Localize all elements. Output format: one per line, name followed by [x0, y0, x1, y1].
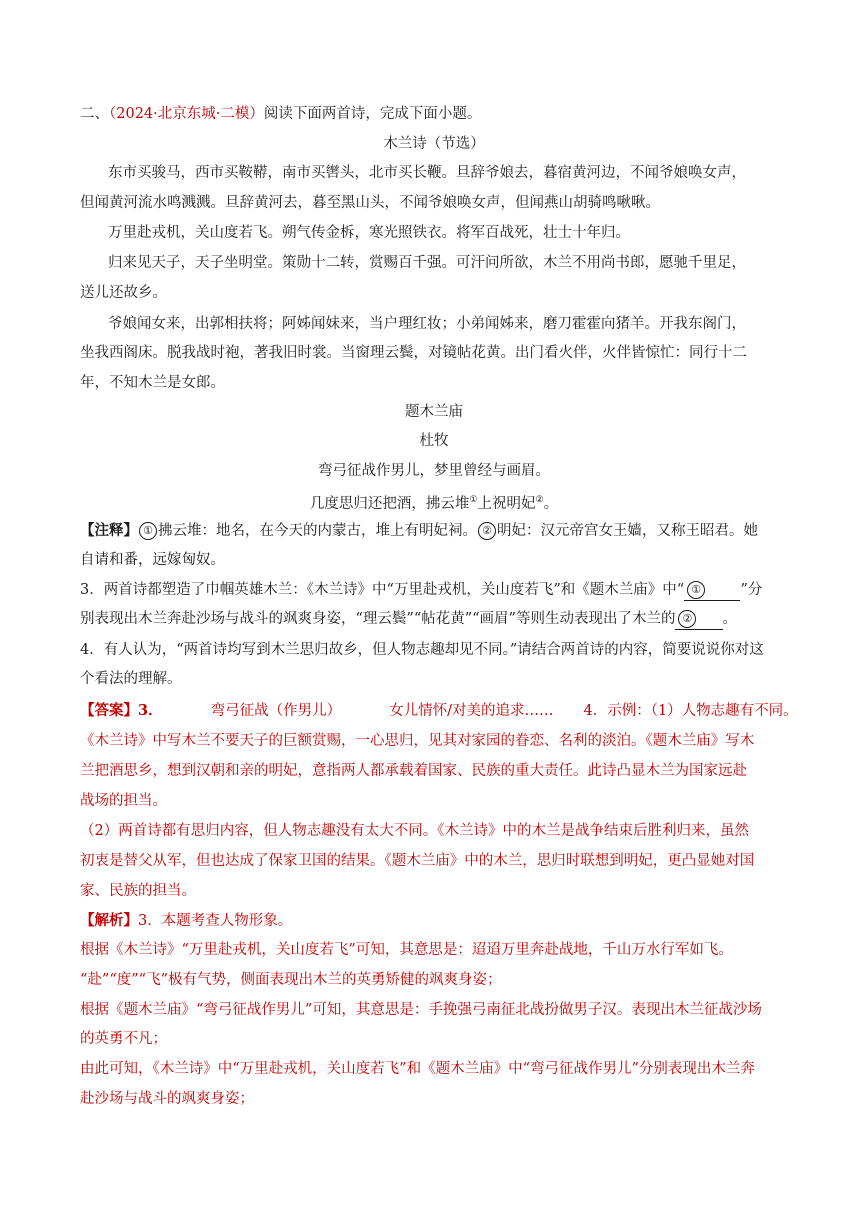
answer-number: 3．: [138, 702, 163, 719]
poem2-title: 题木兰庙: [405, 404, 463, 420]
answer-blank: [684, 580, 740, 601]
poem1-title: 木兰诗（节选）: [383, 136, 485, 152]
analysis-text: 3．本题考查人物形象。: [138, 913, 293, 929]
poem2-line2: [0, 490, 868, 514]
answer-line: 《木兰诗》中写木兰不要天子的巨额赏赐，一心思归，见其对家园的眷恋、名利的淡泊。《题木兰庙》写木: [80, 733, 755, 749]
poem2-line2-part: 上祝明妃: [477, 495, 536, 512]
analysis-line: 根据《木兰诗》“万里赴戎机，关山度若飞”可知，其意思是：迢迢万里奔赴战地，千山万水行军如飞。: [80, 942, 733, 958]
poem2-line1: 弯弓征战作男儿，梦里曾经与画眉。: [318, 463, 550, 479]
section-source: （2024·北京东城·二模）: [109, 106, 264, 122]
circled-number: ①: [139, 522, 157, 540]
analysis-line: 赴沙场与战斗的飒爽身姿；: [80, 1091, 254, 1107]
footnote-ref: ②: [535, 495, 544, 505]
poem2-line2-part: 几度思归还把酒，拂云堆: [309, 495, 470, 512]
answer-label: 【答案】: [80, 702, 138, 719]
q3-text: ”分: [740, 582, 763, 598]
poem1-line: 东市买骏马，西市买鞍鞯，南市买辔头，北市买长鞭。旦辞爷娘去，暮宿黄河边，不闻爷娘唤女声，: [108, 165, 746, 181]
q3-text: 别表现出木兰奔赴沙场与战斗的飒爽身姿，“理云鬓”“帖花黄”“画眉”等则生动表现出了木兰的: [80, 611, 676, 627]
poem1-line: 爷娘闻女来，出郭相扶将；阿姊闻妹来，当户理红妆；小弟闻姊来，磨刀霍霍向猪羊。开我东阁门，: [108, 316, 746, 332]
circled-number: ①: [687, 581, 705, 599]
answer-item: 弯弓征战（作男儿）: [210, 703, 342, 719]
section-heading: [80, 104, 481, 124]
footnote-ref: ①: [469, 495, 478, 505]
analysis-line: 由此可知，《木兰诗》中“万里赴戎机，关山度若飞”和《题木兰庙》中“弯弓征战作男儿”分别表现出木兰奔: [80, 1061, 755, 1077]
answer-line: 家、民族的担当。: [80, 883, 196, 899]
question-4-cont: 个看法的理解。: [80, 671, 182, 687]
question-4: 4．有人认为，“两首诗均写到木兰思归故乡，但人物志趣却见不同。”请结合两首诗的内容，简要说说你对这: [80, 642, 764, 658]
poem1-line: 年，不知木兰是女郎。: [80, 375, 225, 391]
question-3-cont: [80, 609, 737, 630]
analysis-line: 根据《题木兰庙》“弯弓征战作男儿”可知，其意思是：手挽强弓南征北战扮做男子汉。表现出木兰征战沙场: [80, 1002, 762, 1018]
answer-item: 女儿情怀/对美的追求……: [389, 703, 554, 719]
poem1-line: 归来见天子，天子坐明堂。策勋十二转，赏赐百千强。可汗问所欲，木兰不用尚书郎，愿驰千里足，: [108, 255, 746, 271]
poem1-line: 坐我西阁床。脱我战时袍，著我旧时裳。当窗理云鬓，对镜帖花黄。出门看火伴，火伴皆惊忙：同行十二: [80, 345, 747, 361]
answer-line: 战场的担当。: [80, 793, 167, 809]
poem2-line2-part: 。: [543, 495, 559, 512]
q3-text: 3．两首诗都塑造了巾帼英雄木兰：《木兰诗》中“万里赴戎机，关山度若飞”和《题木兰庙》中“: [80, 582, 685, 598]
answer-line: （2）两首诗都有思归内容，但人物志趣没有太大不同。《木兰诗》中的木兰是战争结束后胜利归来，虽然: [80, 823, 749, 839]
section-instruction: 阅读下面两首诗，完成下面小题。: [263, 106, 482, 122]
answer-line: 初衷是替父从军，但也达成了保家卫国的结果。《题木兰庙》中的木兰，思归时联想到明妃，更凸显她对国: [80, 853, 755, 869]
circled-number: ②: [678, 610, 696, 628]
section-prefix: 二、: [80, 106, 109, 122]
analysis-line: “赴”“度”“飞”极有气势，侧面表现出木兰的英勇矫健的飒爽身姿；: [80, 972, 502, 988]
answer-line: [80, 701, 798, 721]
answer-item: 4．示例：（1）人物志趣有不同。: [583, 703, 798, 719]
analysis-line: [80, 911, 292, 931]
note-line: 自请和番，远嫁匈奴。: [80, 552, 225, 568]
circled-number: ②: [478, 522, 496, 540]
poem1-line: 送儿还故乡。: [80, 285, 167, 301]
analysis-label: 【解析】: [80, 912, 138, 929]
poem1-line: 但闻黄河流水鸣溅溅。旦辞黄河去，暮至黑山头，不闻爷娘唤女声，但闻燕山胡骑鸣啾啾。: [80, 195, 660, 211]
note-line: [80, 521, 758, 541]
note-text: 明妃：汉元帝宫女王嫱，又称王昭君。她: [497, 523, 758, 539]
poem1-line: 万里赴戎机，关山度若飞。朔气传金柝，寒光照铁衣。将军百战死，壮士十年归。: [108, 225, 630, 241]
question-3: [80, 580, 762, 601]
answer-blank: [675, 609, 722, 630]
note-label: 【注释】: [80, 522, 138, 539]
poem2-author: 杜牧: [419, 433, 449, 449]
q3-text: 。: [722, 611, 738, 627]
note-text: 拂云堆：地名，在今天的内蒙古，堆上有明妃祠。: [158, 523, 477, 539]
answer-line: 兰把酒思乡，想到汉朝和亲的明妃，意指两人都承载着国家、民族的重大责任。此诗凸显木兰为国家远赴: [80, 763, 747, 779]
analysis-line: 的英勇不凡；: [80, 1031, 167, 1047]
